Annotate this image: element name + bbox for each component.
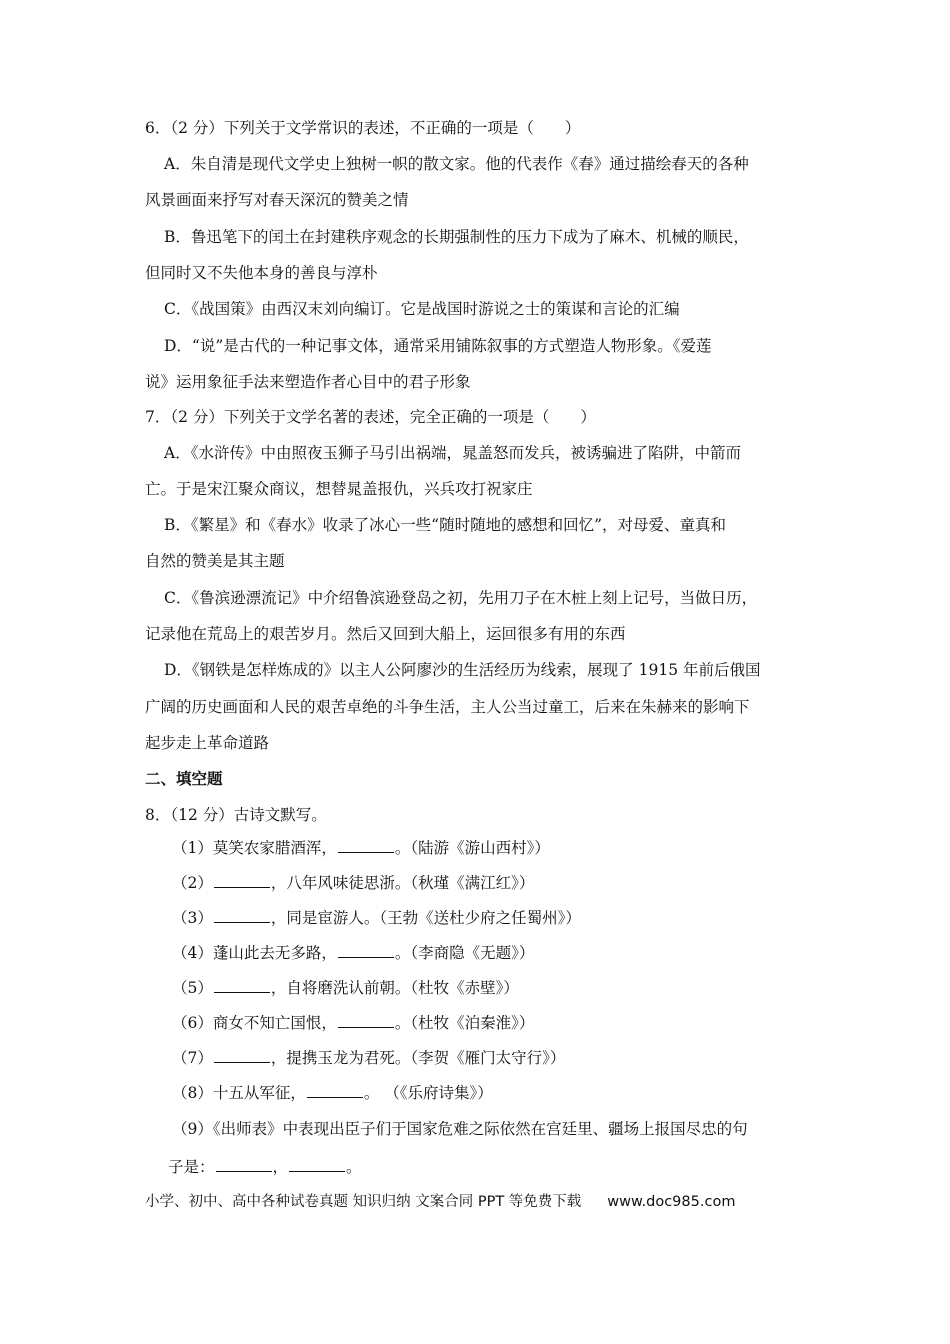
q8-item-1	[172, 838, 550, 858]
q7-option-a: A．《水浒传》中由照夜玉狮子马引出祸端，晁盖怒而发兵，被诱骗进了陷阱，中箭而	[164, 444, 741, 462]
answer-blank[interactable]	[216, 1157, 272, 1172]
answer-blank[interactable]	[214, 1048, 270, 1063]
q8-item-7	[172, 1048, 565, 1068]
item-prefix: 子是：	[168, 1158, 215, 1176]
q7-option-d: D．《钢铁是怎样炼成的》以主人公阿廖沙的生活经历为线索，展现了 1915 年前后俄国	[164, 661, 761, 679]
footer-url[interactable]: www.doc985.com	[607, 1194, 736, 1210]
q8-item-6	[172, 1013, 534, 1033]
q6-option-b: B．鲁迅笔下的闰土在封建秩序观念的长期强制性的压力下成为了麻木、机械的顺民，	[164, 228, 749, 246]
q8-item-8	[172, 1083, 493, 1103]
item-suffix: 。	[346, 1158, 362, 1176]
answer-blank[interactable]	[214, 978, 270, 993]
q8-item-5	[172, 978, 519, 998]
q8-item-2	[172, 873, 534, 893]
q7-stem: 7．（2 分）下列关于文学名著的表述，完全正确的一项是（ ）	[145, 408, 596, 426]
item-suffix: ，提携玉龙为君死。（李贺《雁门太守行》）	[270, 1049, 566, 1067]
q8-item-9-cont	[168, 1157, 362, 1177]
q6-option-d: D．“说”是古代的一种记事文体，通常采用铺陈叙事的方式塑造人物形象。《爱莲	[164, 337, 712, 355]
q7-option-c-cont: 记录他在荒岛上的艰苦岁月。然后又回到大船上，运回很多有用的东西	[145, 625, 626, 643]
item-prefix: （3）	[172, 909, 213, 927]
q6-option-a: A．朱自清是现代文学史上独树一帜的散文家。他的代表作《春》通过描绘春天的各种	[164, 155, 749, 173]
item-prefix: （1）莫笑农家腊酒浑，	[172, 839, 337, 857]
item-suffix: 。 （《乐府诗集》）	[363, 1084, 493, 1102]
item-suffix: ，自将磨洗认前朝。（杜牧《赤壁》）	[270, 979, 519, 997]
footer-text: 小学、初中、高中各种试卷真题 知识归纳 文案合同 PPT 等免费下载	[145, 1194, 582, 1210]
item-prefix: （4）蓬山此去无多路，	[172, 944, 337, 962]
item-suffix: 。（李商隐《无题》）	[394, 944, 535, 962]
item-suffix: ，同是宦游人。（王勃《送杜少府之任蜀州》）	[270, 909, 581, 927]
q7-option-d-cont: 广阔的历史画面和人民的艰苦卓绝的斗争生活，主人公当过童工，后来在朱赫来的影响下	[145, 698, 750, 716]
q8-item-4	[172, 943, 534, 963]
q6-stem: 6．（2 分）下列关于文学常识的表述，不正确的一项是（ ）	[145, 119, 581, 137]
answer-blank[interactable]	[289, 1157, 345, 1172]
q7-option-a-cont: 亡。于是宋江聚众商议，想替晁盖报仇，兴兵攻打祝家庄	[145, 480, 533, 498]
item-prefix: （2）	[172, 874, 213, 892]
item-prefix: （6）商女不知亡国恨，	[172, 1014, 337, 1032]
item-suffix: 。（杜牧《泊秦淮》）	[394, 1014, 535, 1032]
page-footer	[145, 1192, 735, 1212]
q7-option-b: B．《繁星》和《春水》收录了冰心一些“随时随地的感想和回忆”，对母爱、童真和	[164, 516, 726, 534]
item-separator: ，	[272, 1158, 289, 1176]
q7-option-d-cont2: 起步走上革命道路	[145, 734, 270, 752]
answer-blank[interactable]	[214, 908, 270, 923]
item-prefix: （5）	[172, 979, 213, 997]
q7-option-b-cont: 自然的赞美是其主题	[145, 552, 285, 570]
answer-blank[interactable]	[307, 1083, 363, 1098]
item-suffix: ，八年风味徒思浙。（秋瑾《满江红》）	[270, 874, 535, 892]
q6-option-c: C．《战国策》由西汉末刘向编订。它是战国时游说之士的策谋和言论的汇编	[164, 300, 680, 318]
q8-item-9: （9）《出师表》中表现出臣子们于国家危难之际依然在宫廷里、疆场上报国尽忠的句	[172, 1120, 748, 1138]
answer-blank[interactable]	[338, 1013, 394, 1028]
q8-stem: 8．（12 分）古诗文默写。	[145, 806, 327, 824]
section-heading: 二、填空题	[145, 770, 223, 788]
item-suffix: 。（陆游《游山西村》）	[394, 839, 550, 857]
answer-blank[interactable]	[214, 873, 270, 888]
q8-item-3	[172, 908, 581, 928]
q6-option-b-cont: 但同时又不失他本身的善良与淳朴	[145, 264, 378, 282]
q6-option-a-cont: 风景画面来抒写对春天深沉的赞美之情	[145, 191, 409, 209]
q6-option-d-cont: 说》运用象征手法来塑造作者心目中的君子形象	[145, 373, 471, 391]
item-prefix: （7）	[172, 1049, 213, 1067]
answer-blank[interactable]	[338, 943, 394, 958]
q7-option-c: C．《鲁滨逊漂流记》中介绍鲁滨逊登岛之初，先用刀子在木桩上刻上记号，当做日历，	[164, 589, 758, 607]
item-prefix: （8）十五从军征，	[172, 1084, 306, 1102]
answer-blank[interactable]	[338, 838, 394, 853]
